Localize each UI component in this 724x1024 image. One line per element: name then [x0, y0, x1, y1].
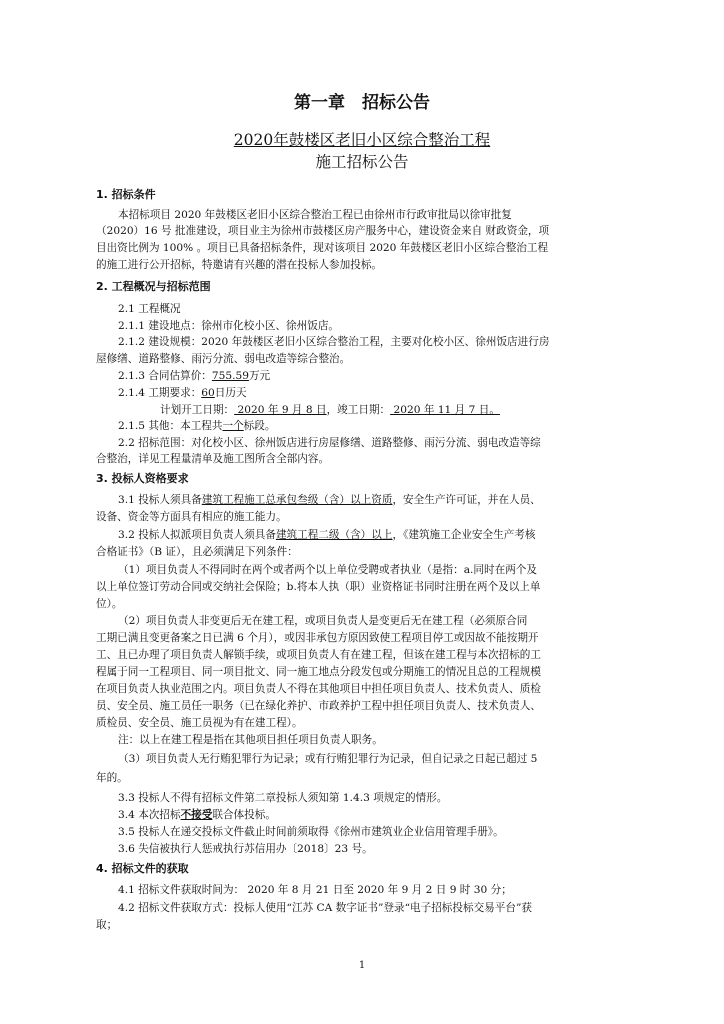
section-1-heading: 1. 招标条件 — [96, 188, 156, 201]
s3-line-19 — [118, 808, 276, 822]
s2-lots — [118, 419, 275, 433]
project-title — [0, 128, 724, 150]
start-date-value: 2020 年 9 月 8 日 — [234, 404, 327, 416]
contract-price-unit: 万元 — [248, 370, 271, 382]
s2-contract-price — [118, 369, 270, 383]
lots-label: 2.1.5 其他：本工程共 — [118, 420, 223, 432]
s2-line-4: 屋修缮、道路整修、雨污分流、弱电改造等综合整治。 — [96, 353, 351, 365]
s2-line-9: 2.2 招标范围：对化校小区、徐州饭店进行房屋修缮、道路整修、雨污分流、弱电改造等综 — [118, 437, 541, 449]
s2-line-10: 合整治，详见工程量清单及施工图所含全部内容。 — [96, 453, 330, 465]
end-date-value: 2020 年 11 月 7 日。 — [390, 404, 500, 416]
s3-line-8: （2）项目负责人非变更后无在建工程，或项目负责人是变更后无在建工程（必须原合同 — [118, 615, 528, 627]
notice-title: 施工招标公告 — [315, 153, 409, 171]
s3-line-16: （3）项目负责人无行贿犯罪行为记录；或有行贿犯罪行为记录，但自记录之日起已超过 5 — [118, 753, 538, 765]
s3-line-17: 年的。 — [96, 772, 128, 784]
s1-line-1: 本招标项目 2020 年鼓楼区老旧小区综合整治工程已由徐州市行政审批局以徐审批复 — [118, 209, 512, 221]
s3-line-6: 以上单位签订劳动合同或交纳社会保险；b.将本人执（职）业资格证书同时注册在两个及以上单 — [96, 581, 541, 593]
s1-line-2: （2020）16 号 批准建设，项目业主为徐州市鼓楼区房产服务中心，建设资金来自 财政资金，项 — [96, 225, 550, 237]
contract-price-value: 755.59 — [211, 370, 249, 382]
s3-line-10: 工、且已办理了项目负责人解锁手续，或项目负责人有在建工程，但该在建工程与本次招标的工 — [96, 649, 541, 661]
section-4-heading: 4. 招标文件的获取 — [96, 862, 189, 875]
section-3-heading: 3. 投标人资格要求 — [96, 472, 189, 485]
joint-bid-rest: 联合体投标。 — [212, 809, 276, 821]
s3-line-14: 质检员、安全员、施工员视为有在建工程）。 — [96, 717, 303, 729]
s3-line-13: 员、安全员、施工员任一职务（已在绿化养护、市政养护工程中担任项目负责人、技术负责人、 — [96, 700, 541, 712]
s1-line-3: 目出资比例为 100% 。项目已具备招标条件，现对该项目 2020 年鼓楼区老旧小区综合整治工程 — [96, 242, 549, 254]
s2-schedule — [160, 403, 500, 417]
s3-line-9: 工期已满且变更备案之日已满 6 个月），或因非承包方原因致使工程项目停工或因故不能按期开 — [96, 632, 539, 644]
s3-line-5: （1）项目负责人不得同时在两个或者两个以上单位受聘或者执业（是指：a.同时在两个及 — [118, 564, 537, 576]
page-number: 1 — [358, 960, 366, 971]
duration-unit: 日历天 — [214, 387, 247, 399]
s4-line-1: 4.1 招标文件获取时间为： 2020 年 8 月 21 日至 2020 年 9 月 2 日 9 时 30 分； — [118, 884, 512, 896]
s3-line-4: 合格证书》（B 证），且必须满足下列条件： — [96, 546, 298, 558]
s3-line-12: 在项目负责人执业范围之内。项目负责人不得在其他项目中担任项目负责人、技术负责人、质检 — [96, 683, 541, 695]
qualification-label: 3.1 投标人须具备 — [118, 494, 202, 506]
manager-label: 3.2 投标人拟派项目负责人须具备 — [118, 529, 276, 541]
s2-line-3: 2.1.2 建设规模：2020 年鼓楼区老旧小区综合整治工程，主要对化校小区、徐州饭店进行房 — [118, 336, 550, 348]
s2-line-1: 2.1 工程概况 — [118, 303, 181, 315]
lots-value: 一个 — [222, 420, 244, 432]
s3-line-15: 注：以上在建工程是指在其他项目担任项目负责人职务。 — [118, 734, 383, 746]
s3-line-18: 3.3 投标人不得有招标文件第二章投标人须知第 1.4.3 项规定的情形。 — [118, 792, 448, 804]
s3-line-7: 位）。 — [96, 598, 123, 610]
s4-line-3: 取； — [96, 919, 118, 931]
s4-line-2: 4.2 招标文件获取方式：投标人使用“江苏 CA 数字证书”登录“电子招标投标交易平台”获 — [118, 902, 532, 914]
s3-line-1 — [118, 493, 541, 507]
manager-rest: ，《建筑施工企业安全生产考核 — [392, 529, 536, 541]
joint-bid-value: 不接受 — [180, 809, 213, 821]
s3-line-2: 设备、资金等方面具有相应的施工能力。 — [96, 511, 287, 523]
end-date-label: ，竣工日期： — [326, 404, 391, 416]
qualification-rest: ，安全生产许可证，并在人员、 — [392, 494, 541, 506]
chapter-title: 第一章 招标公告 — [294, 93, 430, 113]
s1-line-4: 的施工进行公开招标，特邀请有兴趣的潜在投标人参加投标。 — [96, 259, 383, 271]
duration-label: 2.1.4 工期要求： — [118, 387, 202, 399]
joint-bid-label: 3.4 本次招标 — [118, 809, 181, 821]
s3-line-11: 程属于同一工程项目、同一项目批文、同一施工地点分段发包或分期施工的情况且总的工程规模 — [96, 666, 541, 678]
s2-duration — [118, 386, 247, 400]
s3-line-20: 3.5 投标人在递交投标文件截止时间前须取得《徐州市建筑业企业信用管理手册》。 — [118, 826, 504, 838]
s3-line-3 — [118, 528, 535, 542]
lots-unit: 标段。 — [243, 420, 276, 432]
section-2-heading: 2. 工程概况与招标范围 — [96, 280, 211, 293]
duration-value: 60 — [201, 387, 215, 399]
s2-line-2: 2.1.1 建设地点：徐州市化校小区、徐州饭店。 — [118, 320, 340, 332]
manager-qualification: 建筑工程二级（含）以上 — [275, 529, 393, 541]
contract-price-label: 2.1.3 合同估算价： — [118, 370, 212, 382]
start-date-label: 计划开工日期： — [160, 404, 235, 416]
qualification-value: 建筑工程施工总承包叁级（含）以上资质 — [201, 494, 393, 506]
s3-line-21: 3.6 失信被执行人惩戒执行苏信用办〔2018〕23 号。 — [118, 843, 373, 855]
project-title-text: 2020年鼓楼区老旧小区综合整治工程 — [233, 131, 491, 149]
